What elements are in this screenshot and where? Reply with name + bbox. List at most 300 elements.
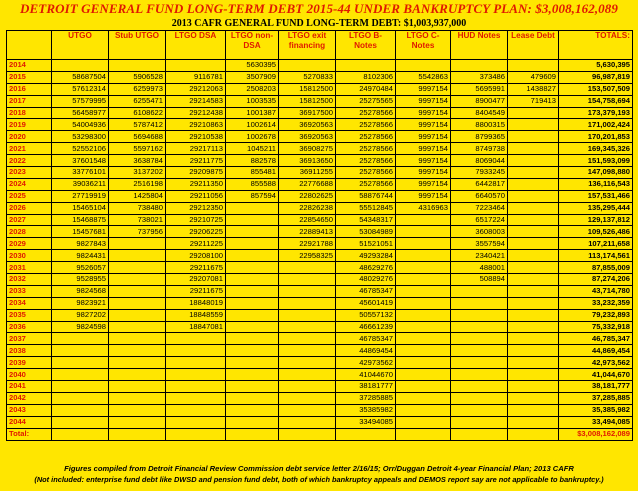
year-cell: 2036 [7,321,52,333]
empty-cell [508,428,559,440]
year-cell: 2043 [7,404,52,416]
value-cell [396,250,451,262]
value-cell [508,214,559,226]
value-cell [508,119,559,131]
value-cell: 36911255 [279,167,336,179]
value-cell: 9997154 [396,83,451,95]
value-cell: 33776101 [52,167,109,179]
value-cell: 855588 [226,178,279,190]
value-cell: 488001 [451,262,508,274]
value-cell [279,369,336,381]
value-cell: 8900477 [451,95,508,107]
value-cell: 55512845 [336,202,396,214]
value-cell: 22776688 [279,178,336,190]
value-cell: 29210725 [166,214,226,226]
value-cell [52,381,109,393]
value-cell: 4316963 [396,202,451,214]
value-cell: 9824568 [52,285,109,297]
row-total-cell: 44,869,454 [559,345,633,357]
year-cell: 2033 [7,285,52,297]
value-cell: 15812500 [279,95,336,107]
header-column: UTGO [52,31,109,60]
value-cell [279,60,336,72]
value-cell [451,309,508,321]
year-cell: 2023 [7,167,52,179]
value-cell: 9824431 [52,250,109,262]
value-cell [166,60,226,72]
value-cell [508,250,559,262]
row-total-cell: 46,785,347 [559,333,633,345]
value-cell: 7223464 [451,202,508,214]
value-cell: 37285885 [336,392,396,404]
value-cell: 36920563 [279,131,336,143]
value-cell [396,274,451,286]
row-total-cell: 33,494,085 [559,416,633,428]
value-cell: 25278566 [336,131,396,143]
empty-cell [451,428,508,440]
table-row [7,274,633,286]
year-cell: 2032 [7,274,52,286]
value-cell: 54004936 [52,119,109,131]
value-cell: 738480 [109,202,166,214]
empty-cell [396,428,451,440]
value-cell [508,238,559,250]
value-cell: 479609 [508,71,559,83]
value-cell: 5270833 [279,71,336,83]
value-cell [226,309,279,321]
value-cell: 29209875 [166,167,226,179]
year-cell: 2025 [7,190,52,202]
value-cell [52,345,109,357]
value-cell: 25278566 [336,143,396,155]
table-row [7,262,633,274]
value-cell [166,369,226,381]
table-row [7,119,633,131]
value-cell [279,274,336,286]
empty-cell [109,428,166,440]
value-cell [451,392,508,404]
value-cell: 15457681 [52,226,109,238]
value-cell [508,143,559,155]
value-cell [109,60,166,72]
value-cell [508,285,559,297]
value-cell [451,345,508,357]
year-cell: 2026 [7,202,52,214]
value-cell: 29211675 [166,262,226,274]
year-cell: 2031 [7,262,52,274]
value-cell [52,369,109,381]
value-cell: 5542863 [396,71,451,83]
value-cell: 9997154 [396,178,451,190]
value-cell: 6259973 [109,83,166,95]
value-cell [508,262,559,274]
year-cell: 2024 [7,178,52,190]
header-column: LTGO C-Notes [396,31,451,60]
value-cell: 22826238 [279,202,336,214]
value-cell [279,392,336,404]
table-row [7,226,633,238]
value-cell: 29211675 [166,285,226,297]
value-cell: 8799365 [451,131,508,143]
table-row [7,167,633,179]
value-cell: 46661239 [336,321,396,333]
row-total-cell: 171,002,424 [559,119,633,131]
value-cell: 7933245 [451,167,508,179]
value-cell: 5787412 [109,119,166,131]
table-row [7,190,633,202]
value-cell: 9997154 [396,167,451,179]
value-cell [226,202,279,214]
value-cell: 8102306 [336,71,396,83]
table-row [7,297,633,309]
value-cell [109,416,166,428]
value-cell [226,274,279,286]
value-cell [226,297,279,309]
value-cell: 5597162 [109,143,166,155]
row-total-cell: 135,295,444 [559,202,633,214]
value-cell [226,250,279,262]
value-cell [226,381,279,393]
row-total-cell: 87,855,009 [559,262,633,274]
value-cell [396,392,451,404]
value-cell: 50557132 [336,309,396,321]
year-cell: 2015 [7,71,52,83]
value-cell: 6517224 [451,214,508,226]
value-cell [396,345,451,357]
value-cell: 29212438 [166,107,226,119]
value-cell [166,357,226,369]
grand-total-value: $3,008,162,089 [559,428,633,440]
value-cell [451,60,508,72]
row-total-cell: 37,285,885 [559,392,633,404]
value-cell: 3137202 [109,167,166,179]
value-cell: 29211056 [166,190,226,202]
value-cell [279,297,336,309]
value-cell: 22889413 [279,226,336,238]
value-cell: 53084989 [336,226,396,238]
value-cell: 48029276 [336,274,396,286]
value-cell [451,285,508,297]
value-cell [166,416,226,428]
year-cell: 2030 [7,250,52,262]
value-cell: 46785347 [336,333,396,345]
value-cell: 18847081 [166,321,226,333]
value-cell [508,392,559,404]
value-cell: 38181777 [336,381,396,393]
value-cell: 2516198 [109,178,166,190]
value-cell: 29212350 [166,202,226,214]
value-cell: 738021 [109,214,166,226]
value-cell: 37601548 [52,155,109,167]
value-cell: 36917500 [279,107,336,119]
row-total-cell: 41,044,670 [559,369,633,381]
value-cell: 29211225 [166,238,226,250]
value-cell: 29210538 [166,131,226,143]
value-cell [166,345,226,357]
table-row [7,95,633,107]
value-cell: 2340421 [451,250,508,262]
value-cell [508,178,559,190]
value-cell: 57579995 [52,95,109,107]
value-cell [109,321,166,333]
row-total-cell: 75,332,918 [559,321,633,333]
table-row [7,345,633,357]
row-total-cell: 5,630,395 [559,60,633,72]
page-subtitle: 2013 CAFR GENERAL FUND LONG-TERM DEBT: $1,003,937,000 [171,18,467,29]
value-cell [109,381,166,393]
table-row [7,309,633,321]
value-cell: 22802625 [279,190,336,202]
value-cell: 9116781 [166,71,226,83]
value-cell [226,262,279,274]
table-row [7,214,633,226]
value-cell [52,357,109,369]
value-cell [396,238,451,250]
row-total-cell: 109,526,486 [559,226,633,238]
value-cell [279,404,336,416]
value-cell: 15468875 [52,214,109,226]
value-cell: 22854650 [279,214,336,226]
header-column: LTGO DSA [166,31,226,60]
value-cell: 3608003 [451,226,508,238]
year-cell: 2035 [7,309,52,321]
value-cell [109,369,166,381]
table-row [7,321,633,333]
row-total-cell: 35,385,982 [559,404,633,416]
value-cell: 5906528 [109,71,166,83]
year-cell: 2016 [7,83,52,95]
value-cell: 46785347 [336,285,396,297]
value-cell: 25278566 [336,167,396,179]
row-total-cell: 170,201,853 [559,131,633,143]
year-cell: 2038 [7,345,52,357]
value-cell: 45601419 [336,297,396,309]
value-cell: 737956 [109,226,166,238]
value-cell: 25278566 [336,119,396,131]
value-cell [396,297,451,309]
value-cell [396,369,451,381]
value-cell: 29206225 [166,226,226,238]
row-total-cell: 157,531,466 [559,190,633,202]
row-total-cell: 129,137,812 [559,214,633,226]
value-cell [508,345,559,357]
year-cell: 2014 [7,60,52,72]
row-total-cell: 154,758,694 [559,95,633,107]
value-cell: 8749738 [451,143,508,155]
value-cell [52,60,109,72]
value-cell [52,416,109,428]
value-cell: 33494085 [336,416,396,428]
page-title: DETROIT GENERAL FUND LONG-TERM DEBT 2015-44 UNDER BANKRUPTCY PLAN: $3,008,162,089 [20,1,618,16]
value-cell: 9997154 [396,95,451,107]
value-cell [396,60,451,72]
row-total-cell: 42,973,562 [559,357,633,369]
value-cell [508,404,559,416]
row-total-cell: 33,232,359 [559,297,633,309]
value-cell [396,416,451,428]
value-cell: 9997154 [396,143,451,155]
table-row [7,202,633,214]
table-row [7,131,633,143]
value-cell [109,357,166,369]
value-cell: 1002614 [226,119,279,131]
debt-table [6,30,633,441]
total-label: Total: [7,428,52,440]
row-total-cell: 169,345,326 [559,143,633,155]
value-cell: 9824598 [52,321,109,333]
value-cell [451,297,508,309]
value-cell [109,404,166,416]
value-cell: 5694688 [109,131,166,143]
table-row [7,369,633,381]
value-cell: 719413 [508,95,559,107]
year-cell: 2019 [7,119,52,131]
exclusion-footnote: (Not included: enterprise fund debt like DWSD and pension fund debt, both of which bankruptcy appeals and DEMOS report say are not applicable to bankruptcy.) [34,475,604,484]
value-cell: 3507909 [226,71,279,83]
value-cell [166,333,226,345]
value-cell: 57612314 [52,83,109,95]
value-cell: 9997154 [396,119,451,131]
value-cell [166,404,226,416]
value-cell [226,357,279,369]
value-cell [279,285,336,297]
value-cell: 1425804 [109,190,166,202]
value-cell [451,369,508,381]
value-cell [226,321,279,333]
value-cell: 53298300 [52,131,109,143]
value-cell: 44869454 [336,345,396,357]
header-column: TOTALS: [559,31,633,60]
value-cell: 54348317 [336,214,396,226]
value-cell: 22958325 [279,250,336,262]
value-cell [508,321,559,333]
value-cell [451,321,508,333]
value-cell: 42973562 [336,357,396,369]
table-row [7,107,633,119]
value-cell [226,285,279,297]
table-row [7,416,633,428]
value-cell: 6108622 [109,107,166,119]
table-row [7,178,633,190]
value-cell: 1001387 [226,107,279,119]
value-cell: 15812500 [279,83,336,95]
value-cell: 9997154 [396,190,451,202]
source-footnote: Figures compiled from Detroit Financial Review Commission debt service letter 2/16/15; Orr/Duggan Detroit 4-year Financial Plan; 2013 CAFR [64,464,574,473]
value-cell: 29208100 [166,250,226,262]
value-cell [279,309,336,321]
value-cell: 2508203 [226,83,279,95]
value-cell: 41044670 [336,369,396,381]
value-cell [279,321,336,333]
value-cell [336,60,396,72]
value-cell: 8069044 [451,155,508,167]
header-column: Stub UTGO [109,31,166,60]
value-cell: 9997154 [396,131,451,143]
year-cell: 2028 [7,226,52,238]
value-cell [396,333,451,345]
value-cell: 48629276 [336,262,396,274]
value-cell: 857594 [226,190,279,202]
table-header [7,31,633,60]
value-cell [226,238,279,250]
value-cell: 25278566 [336,155,396,167]
value-cell [226,404,279,416]
year-cell: 2029 [7,238,52,250]
value-cell: 56458977 [52,107,109,119]
value-cell [279,357,336,369]
year-cell: 2027 [7,214,52,226]
year-cell: 2039 [7,357,52,369]
value-cell [166,381,226,393]
year-cell: 2040 [7,369,52,381]
header-column: Lease Debt [508,31,559,60]
table-row [7,155,633,167]
value-cell [451,404,508,416]
value-cell: 29214583 [166,95,226,107]
value-cell [508,190,559,202]
value-cell [109,297,166,309]
value-cell: 27719919 [52,190,109,202]
value-cell [279,345,336,357]
value-cell: 29207081 [166,274,226,286]
value-cell: 3638784 [109,155,166,167]
value-cell [109,392,166,404]
value-cell: 39036211 [52,178,109,190]
value-cell: 52552106 [52,143,109,155]
grand-total-row [7,428,633,440]
value-cell: 9528955 [52,274,109,286]
value-cell [451,333,508,345]
value-cell [109,285,166,297]
value-cell [52,404,109,416]
value-cell: 5695991 [451,83,508,95]
row-total-cell: 136,116,543 [559,178,633,190]
table-row [7,143,633,155]
value-cell: 508894 [451,274,508,286]
value-cell: 36920563 [279,119,336,131]
value-cell [109,309,166,321]
value-cell: 373486 [451,71,508,83]
value-cell [451,357,508,369]
table-row [7,285,633,297]
value-cell: 49293284 [336,250,396,262]
value-cell [396,262,451,274]
row-total-cell: 43,714,780 [559,285,633,297]
value-cell [226,392,279,404]
row-total-cell: 79,232,893 [559,309,633,321]
row-total-cell: 38,181,777 [559,381,633,393]
empty-cell [336,428,396,440]
row-total-cell: 173,379,193 [559,107,633,119]
value-cell [508,167,559,179]
value-cell [226,416,279,428]
table-row [7,60,633,72]
value-cell: 15465104 [52,202,109,214]
row-total-cell: 147,098,880 [559,167,633,179]
value-cell [508,416,559,428]
value-cell: 1045211 [226,143,279,155]
year-cell: 2034 [7,297,52,309]
value-cell [396,285,451,297]
value-cell: 855481 [226,167,279,179]
value-cell: 36913650 [279,155,336,167]
value-cell [52,333,109,345]
row-total-cell: 113,174,561 [559,250,633,262]
value-cell: 22921788 [279,238,336,250]
value-cell [166,392,226,404]
value-cell: 8404549 [451,107,508,119]
value-cell [508,297,559,309]
